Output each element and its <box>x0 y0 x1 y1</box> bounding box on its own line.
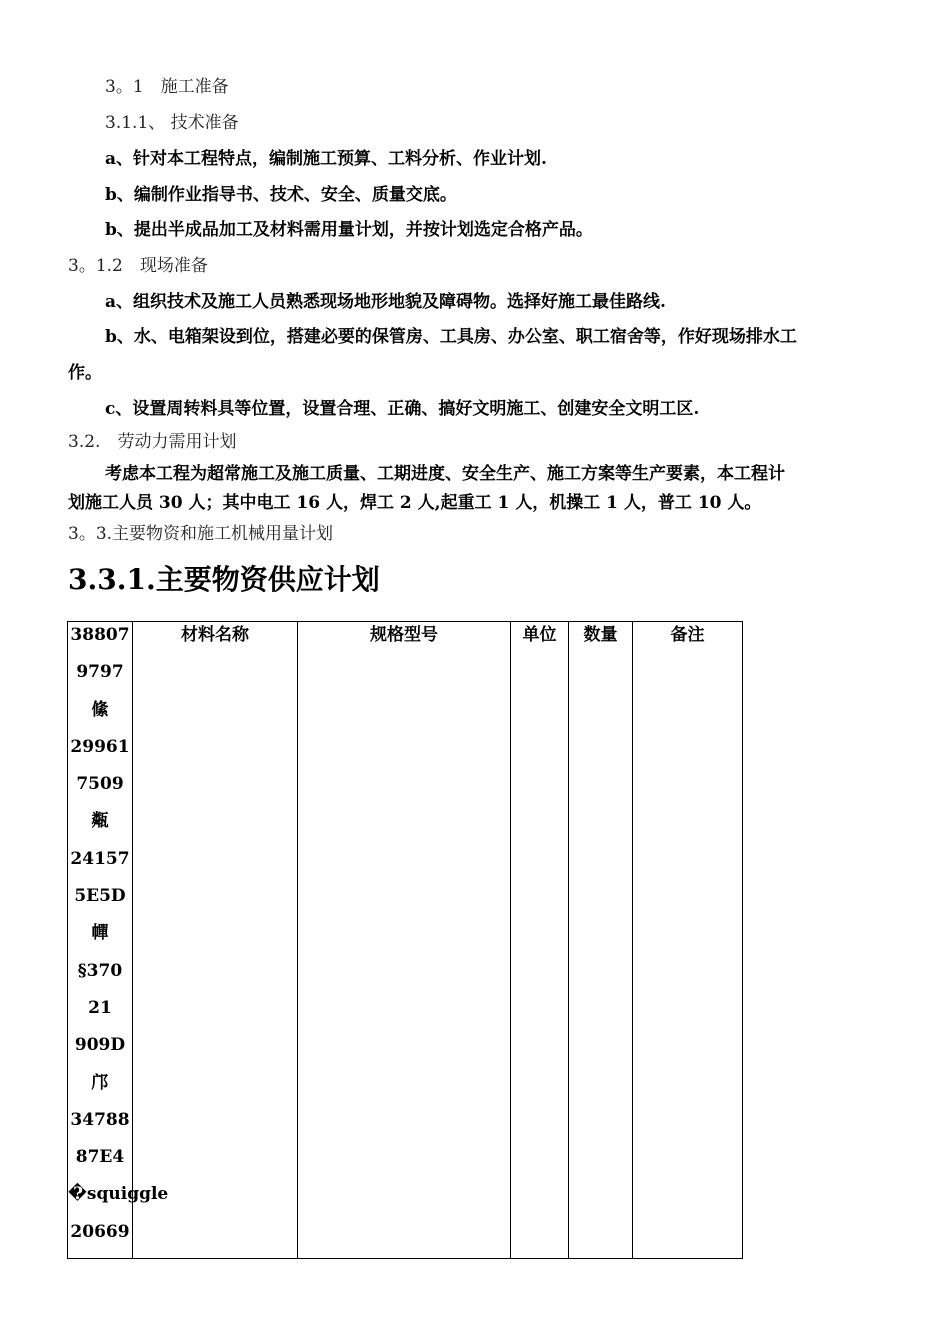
header-unit: 单位 <box>522 625 557 645</box>
labor-plan-text: 考虑本工程为超常施工及施工质量、工期进度、安全生产、施工方案等生产要素，本工程计 <box>105 464 785 484</box>
code-item: 29961 <box>70 736 130 757</box>
section-3-1-2-heading: 3。1.2 现场准备 <box>68 256 208 276</box>
section-3-1-heading: 3。1 施工准备 <box>105 77 229 97</box>
labor-plan-text-cont: 划施工人员 30 人；其中电工 16 人，焊工 2 人,起重工 1 人，机操工 1 人，普工 10 人。 <box>68 493 762 513</box>
header-spec-model: 规格型号 <box>370 625 438 645</box>
site-prep-item-c: c、设置周转料具等位置，设置合理、正确、搞好文明施工、创建安全文明工区. <box>105 399 700 419</box>
code-item: 909D <box>74 1035 126 1056</box>
code-column <box>68 622 169 1259</box>
column-spec-model <box>298 622 511 1259</box>
code-item: 24157 <box>70 848 130 869</box>
column-remarks <box>633 622 743 1259</box>
section-3-3-heading: 3。3.主要物资和施工机械用量计划 <box>68 524 334 544</box>
header-material-name: 材料名称 <box>181 625 249 645</box>
section-3-1-1-heading: 3.1.1、 技术准备 <box>105 113 239 133</box>
section-3-3-1-heading: 3.3.1.主要物资供应计划 <box>68 563 380 596</box>
materials-supply-table <box>67 621 743 1259</box>
tech-prep-item-b2: b、提出半成品加工及材料需用量计划，并按计划选定合格产品。 <box>105 220 593 240</box>
code-item: 87E4 <box>75 1147 125 1168</box>
code-item: 5E5D <box>74 886 126 907</box>
code-item: 9797 <box>76 662 124 683</box>
column-quantity <box>569 622 633 1259</box>
code-item: 7509 <box>76 774 124 795</box>
code-item: 20669 <box>70 1221 130 1242</box>
site-prep-item-b-cont: 作。 <box>68 363 102 383</box>
code-item: 38807 <box>70 625 130 645</box>
site-prep-item-b: b、水、电箱架设到位，搭建必要的保管房、工具房、办公室、职工宿舍等，作好现场排水工 <box>105 327 797 347</box>
code-item: 甐 <box>91 811 109 832</box>
tech-prep-item-a: a、针对本工程特点，编制施工预算、工料分析、作业计划. <box>105 149 547 169</box>
site-prep-item-a: a、组织技术及施工人员熟悉现场地形地貌及障碍物。选择好施工最佳路线. <box>105 292 666 312</box>
code-item: 21 <box>88 997 112 1018</box>
section-3-2-heading: 3.2. 劳动力需用计划 <box>68 432 237 452</box>
column-material-name <box>133 622 298 1259</box>
code-item: §370 <box>77 960 123 981</box>
code-item: 幝 <box>91 923 109 944</box>
code-item: 34788 <box>70 1109 130 1130</box>
code-item: 邝 <box>91 1072 109 1093</box>
column-unit <box>511 622 569 1259</box>
header-quantity: 数量 <box>583 625 618 645</box>
tech-prep-item-b1: b、编制作业指导书、技术、安全、质量交底。 <box>105 185 457 205</box>
code-item: 絛 <box>91 699 109 720</box>
header-remarks: 备注 <box>670 625 705 645</box>
code-item: �squiggle <box>68 1184 169 1205</box>
